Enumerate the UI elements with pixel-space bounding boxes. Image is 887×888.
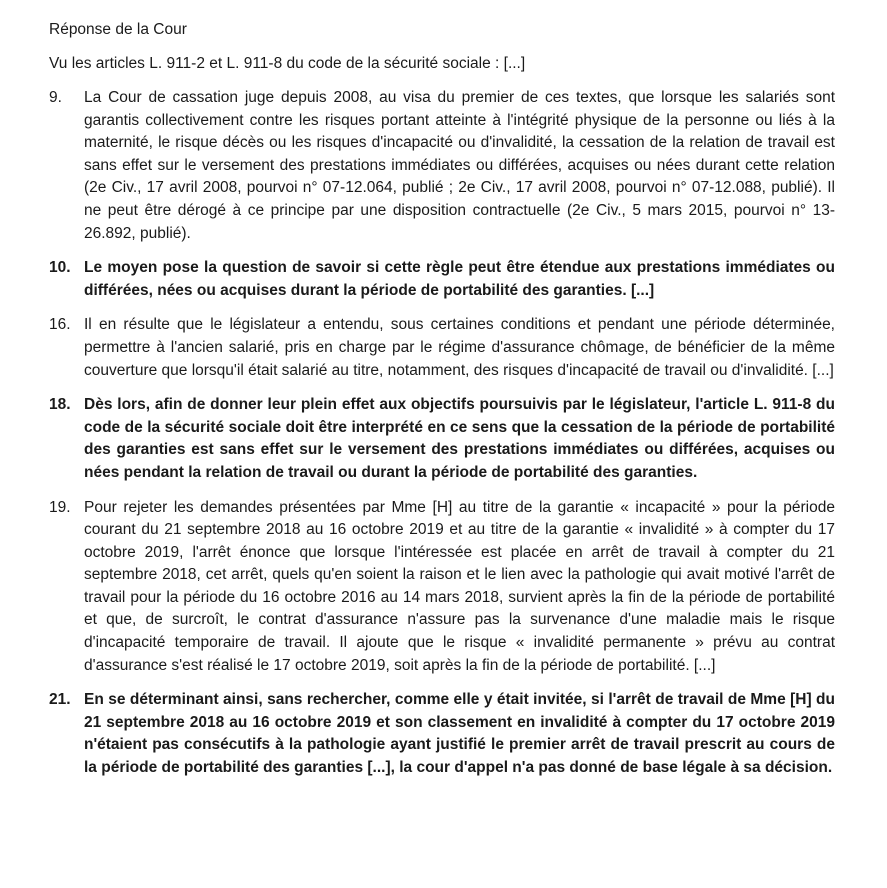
paragraph-number: 19. xyxy=(49,498,71,516)
paragraph-16 xyxy=(49,314,835,382)
legal-basis: Vu les articles L. 911-2 et L. 911-8 du code de la sécurité sociale : [...] xyxy=(49,55,526,72)
paragraph-number: 10. xyxy=(49,259,71,277)
paragraph-21 xyxy=(49,689,835,779)
paragraph-10 xyxy=(49,257,835,302)
paragraph-9 xyxy=(49,87,835,245)
paragraph-number: 16. xyxy=(49,316,71,334)
paragraph-19 xyxy=(49,497,835,678)
paragraph-number: 9. xyxy=(49,89,62,106)
paragraph-text: En se déterminant ainsi, sans rechercher, comme elle y était invitée, si l'arrêt de travail de Mme [H] du 21 septembre 2018 au 16 octobre 2019 et son classement en invalidité à compter du 17 octobre 2019 n'étaient pas consécutifs à la pathologie ayant justifié le premier arrêt de travail prescrit au cours de la période de portabilité des garanties [...], la cour d'appel n'a pas donné de base légale à sa décision. xyxy=(84,691,835,777)
paragraph-18 xyxy=(49,394,835,484)
section-heading: Réponse de la Cour xyxy=(49,21,187,38)
paragraph-text: Dès lors, afin de donner leur plein effet aux objectifs poursuivis par le législateur, l'article L. 911-8 du code de la sécurité sociale doit être interprété en ce sens que la cessation de la période de portabilité des garanties est sans effet sur le versement des prestations immédiates ou différées, acquises ou nées pendant la relation de travail ou durant la période de portabilité des garanties. xyxy=(84,396,835,481)
paragraph-text: Pour rejeter les demandes présentées par Mme [H] au titre de la garantie « incapacité » pour la période courant du 21 septembre 2018 au 16 octobre 2019 et au titre de la garantie « invalidité » à compter du 17 octobre 2019, l'arrêt énonce que lorsque l'intéressée est placée en arrêt de travail à compter du 21 septembre 2018, cet arrêt, quels qu'en soient la raison et le lien avec la pathologie qui avait motivé l'arrêt de travail pour la période du 16 octobre 2016 au 14 mars 2018, survient après la fin de la période de portabilité et que, de surcroît, le contrat d'assurance n'assure pas la survenance d'une maladie mais le risque d'incapacité temporaire de travail. Il ajoute que le risque « invalidité permanente » prévu au contrat d'assurance s'est réalisé le 17 octobre 2019, soit après la fin de la période de portabilité. [...] xyxy=(84,498,835,674)
paragraph-text: Le moyen pose la question de savoir si cette règle peut être étendue aux prestations immédiates ou différées, nées ou acquises durant la période de portabilité des garanties. [...] xyxy=(84,259,835,299)
paragraph-text: La Cour de cassation juge depuis 2008, au visa du premier de ces textes, que lorsque les salariés sont garantis collectivement contre les risques portant atteinte à l'intégrité physique de la personne ou liés à la maternité, le risque décès ou les risques d'incapacité ou d'invalidité, la cessation de la relation de travail est sans effet sur le versement des prestations immédiates ou différées, acquises ou nées durant cette relation (2e Civ., 17 avril 2008, pourvoi n° 07-12.064, publié ; 2e Civ., 17 avril 2008, pourvoi n° 07-12.088, publié). Il ne peut être dérogé à ce principe par une disposition contractuelle (2e Civ., 5 mars 2015, pourvoi n° 13-26.892, publié). xyxy=(84,89,835,242)
paragraph-number: 21. xyxy=(49,691,71,709)
paragraph-text: Il en résulte que le législateur a entendu, sous certaines conditions et pendant une période déterminée, permettre à l'ancien salarié, pris en charge par le régime d'assurance chômage, de bénéficier de la même couverture que lorsqu'il était salarié au titre, notamment, des risques d'incapacité de travail ou d'invalidité. [...] xyxy=(84,316,835,379)
paragraph-number: 18. xyxy=(49,396,71,414)
